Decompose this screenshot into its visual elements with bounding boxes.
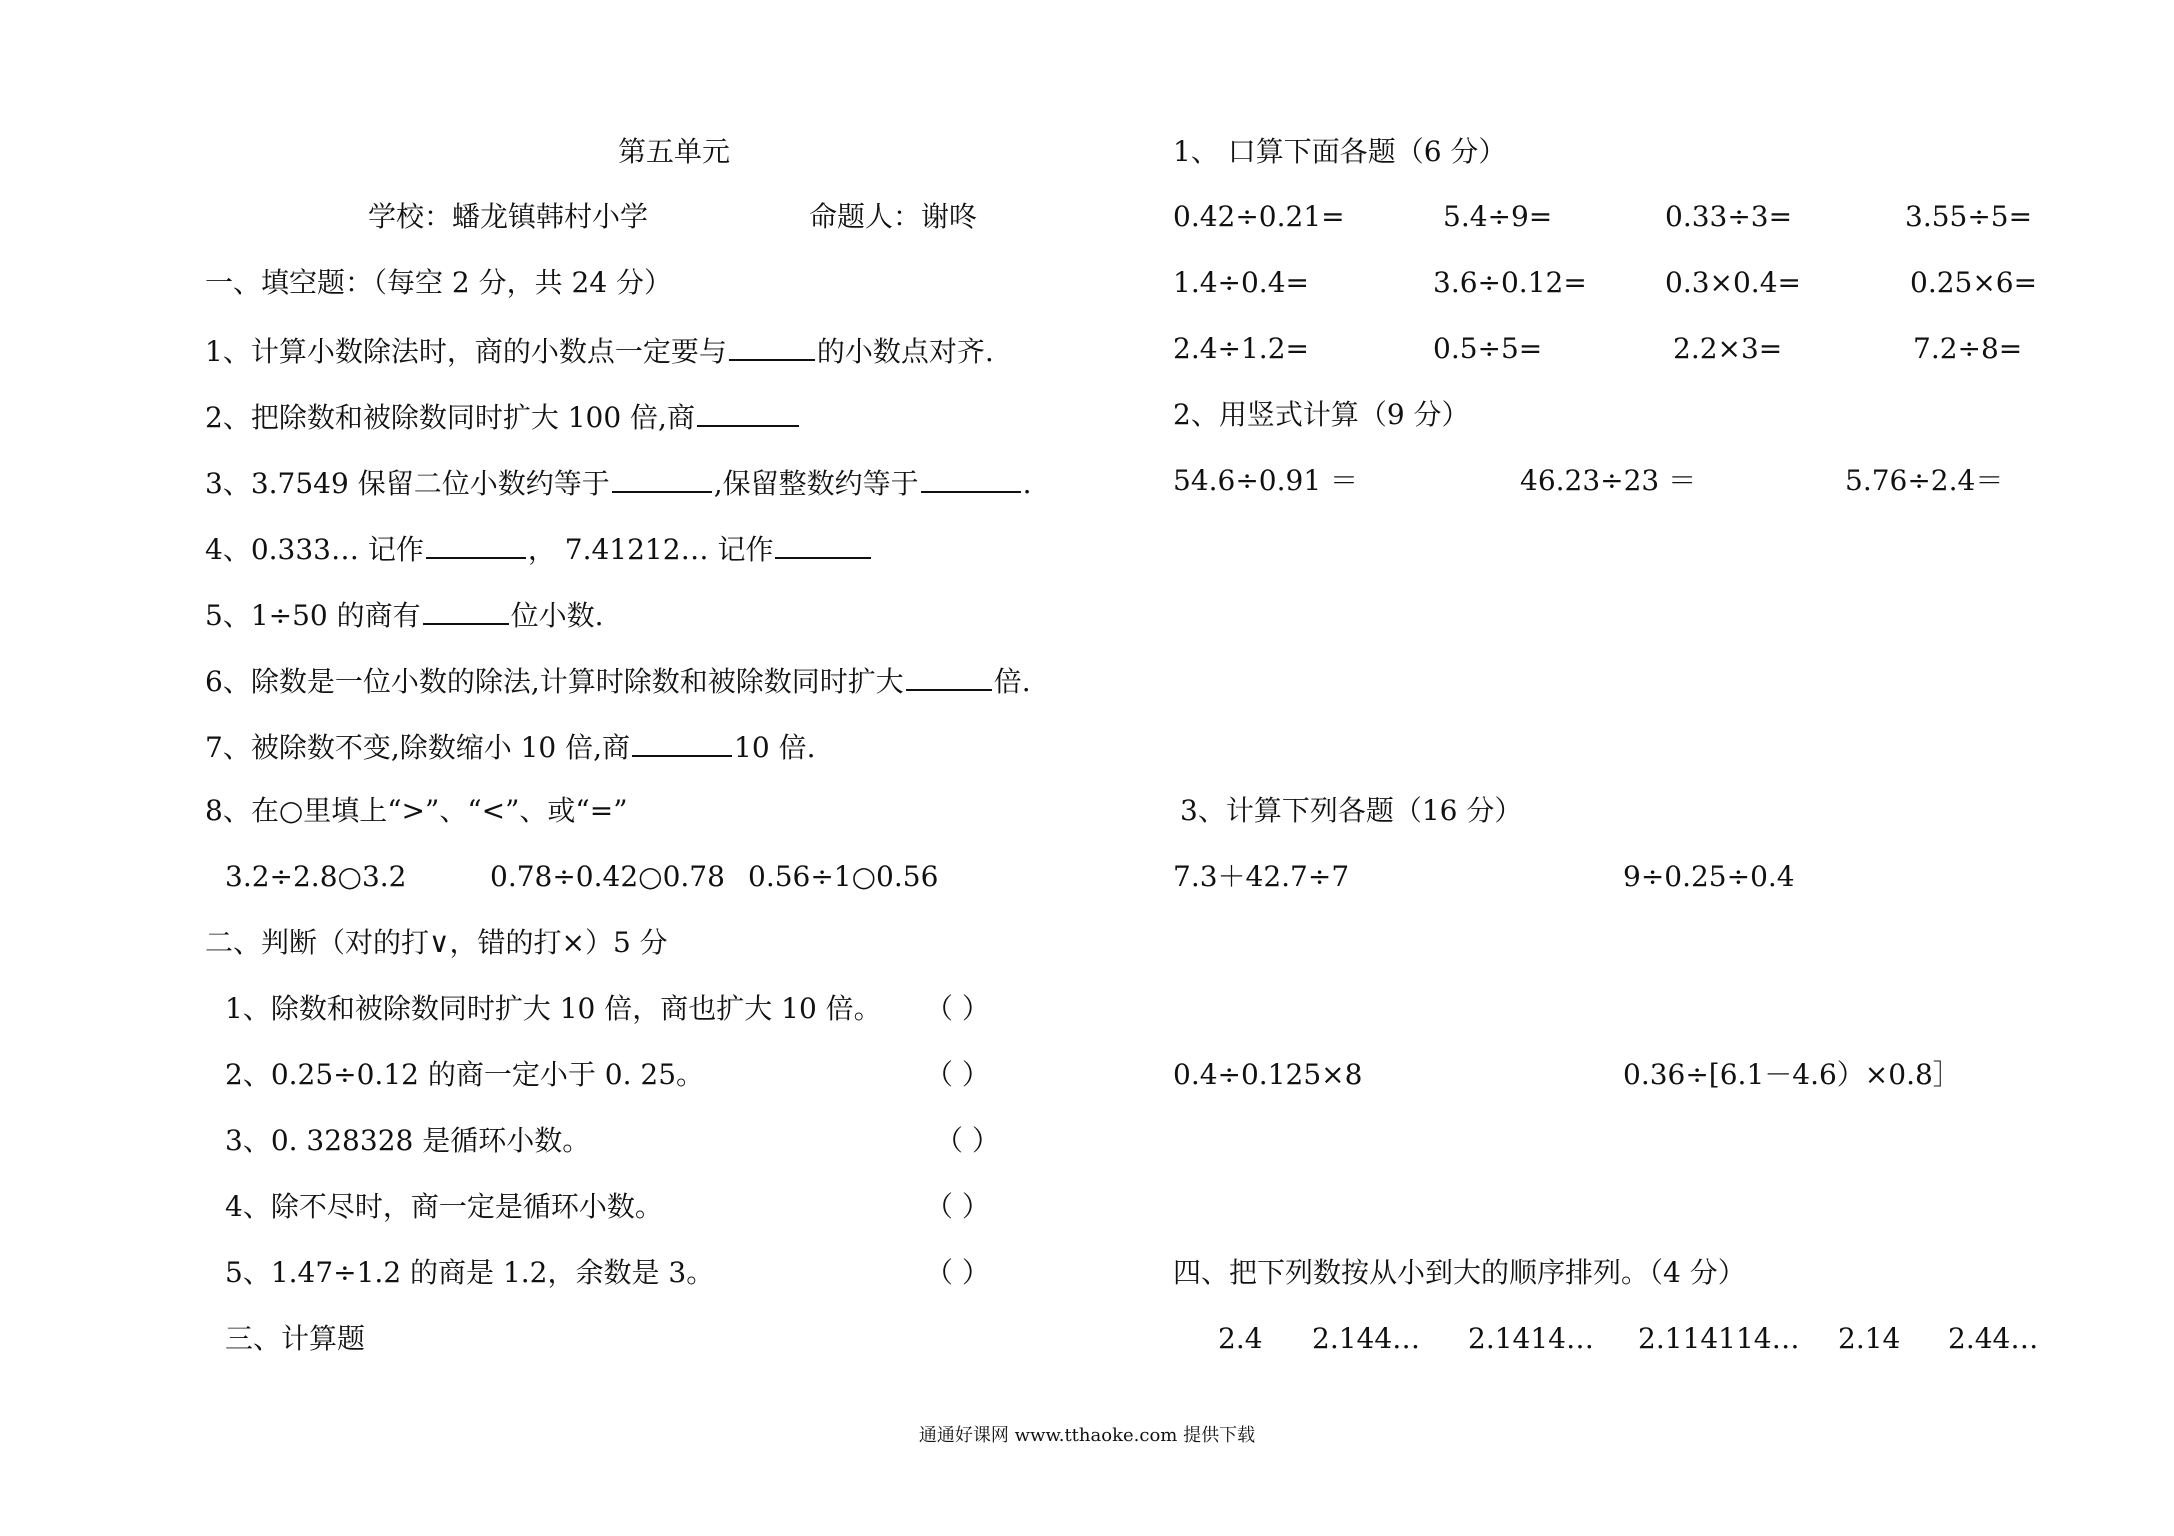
page-title: 第五单元: [618, 135, 731, 168]
question-2: [205, 397, 801, 436]
order-number: 2.44…: [1948, 1322, 2039, 1355]
compare-item[interactable]: 0.56÷1○0.56: [748, 860, 939, 893]
oral-item: 0.3×0.4=: [1665, 266, 1801, 299]
question-7-text-a: 7、被除数不变,除数缩小 10 倍,商: [205, 731, 631, 764]
question-6-text-b: 倍.: [993, 665, 1031, 698]
oral-item: 1.4÷0.4=: [1173, 266, 1309, 299]
oral-item: 2.4÷1.2=: [1173, 332, 1309, 365]
oral-item: 5.4÷9=: [1443, 200, 1553, 233]
oral-item: 0.5÷5=: [1433, 332, 1543, 365]
vertical-item: 5.76÷2.4＝: [1845, 464, 2004, 497]
answer-blank[interactable]: [632, 727, 732, 757]
school-name: 学校：蟠龙镇韩村小学: [368, 200, 649, 233]
compare-item[interactable]: 3.2÷2.8○3.2: [225, 860, 407, 893]
order-number: 2.1414…: [1468, 1322, 1594, 1355]
question-7-text-b: 10 倍.: [734, 731, 816, 764]
oral-section-title: 1、 口算下面各题（6 分）: [1173, 135, 1507, 168]
oral-item: 0.33÷3=: [1665, 200, 1793, 233]
question-1: [205, 331, 994, 370]
question-8: 8、在○里填上“>”、“<”、或“=”: [205, 794, 628, 827]
order-number: 2.14: [1838, 1322, 1901, 1355]
oral-item: 3.6÷0.12=: [1433, 266, 1587, 299]
oral-item: 7.2÷8=: [1913, 332, 2023, 365]
calc-item: 7.3＋42.7÷7: [1173, 860, 1350, 893]
answer-blank[interactable]: [423, 595, 509, 625]
judge-item: 2、0.25÷0.12 的商一定小于 0. 25。: [225, 1058, 705, 1091]
judge-answer-paren[interactable]: （ ）: [925, 1058, 990, 1091]
judge-item: 5、1.47÷1.2 的商是 1.2，余数是 3。: [225, 1256, 715, 1289]
question-4-text-b: ， 7.41212… 记作: [527, 533, 774, 566]
order-number: 2.4: [1218, 1322, 1263, 1355]
question-5-text-a: 5、1÷50 的商有: [205, 599, 421, 632]
judge-answer-paren[interactable]: （ ）: [925, 1256, 990, 1289]
footer-credit: 通通好课网 www.tthaoke.com 提供下载: [918, 1425, 1256, 1446]
question-6: [205, 661, 1031, 700]
order-number: 2.144…: [1312, 1322, 1421, 1355]
order-number: 2.114114…: [1638, 1322, 1800, 1355]
answer-blank[interactable]: [612, 463, 712, 493]
oral-item: 3.55÷5=: [1905, 200, 2033, 233]
section-calc-title: 三、计算题: [225, 1322, 366, 1355]
vertical-section-title: 2、用竖式计算（9 分）: [1173, 398, 1470, 431]
compare-item[interactable]: 0.78÷0.42○0.78: [490, 860, 725, 893]
judge-answer-paren[interactable]: （ ）: [935, 1124, 1000, 1157]
answer-blank[interactable]: [775, 529, 871, 559]
question-1-text-a: 1、计算小数除法时，商的小数点一定要与: [205, 335, 727, 368]
calc-item: 0.4÷0.125×8: [1173, 1058, 1363, 1091]
judge-answer-paren[interactable]: （ ）: [925, 1190, 990, 1223]
question-3-text-b: ,保留整数约等于: [713, 467, 919, 500]
section-judge-title: 二、判断（对的打∨，错的打×）5 分: [205, 926, 668, 959]
question-2-text-a: 2、把除数和被除数同时扩大 100 倍,商: [205, 401, 695, 434]
author-name: 命题人：谢咚: [809, 200, 978, 233]
question-3: [205, 463, 1032, 502]
question-4-text-a: 4、0.333… 记作: [205, 533, 424, 566]
question-5-text-b: 位小数.: [510, 599, 604, 632]
question-7: [205, 727, 815, 766]
question-3-text-a: 3、3.7549 保留二位小数约等于: [205, 467, 610, 500]
question-1-text-b: 的小数点对齐.: [816, 335, 994, 368]
judge-item: 1、除数和被除数同时扩大 10 倍，商也扩大 10 倍。: [225, 992, 882, 1025]
oral-item: 0.25×6=: [1910, 266, 2038, 299]
answer-blank[interactable]: [921, 463, 1021, 493]
calc-item: 9÷0.25÷0.4: [1623, 860, 1795, 893]
oral-item: 0.42÷0.21=: [1173, 200, 1345, 233]
judge-item: 3、0. 328328 是循环小数。: [225, 1124, 591, 1157]
oral-item: 2.2×3=: [1673, 332, 1783, 365]
question-3-text-c: .: [1022, 467, 1032, 500]
question-4: [205, 529, 873, 568]
answer-blank[interactable]: [426, 529, 526, 559]
answer-blank[interactable]: [697, 397, 799, 427]
question-6-text-a: 6、除数是一位小数的除法,计算时除数和被除数同时扩大: [205, 665, 904, 698]
order-section-title: 四、把下列数按从小到大的顺序排列。（4 分）: [1173, 1256, 1746, 1289]
judge-item: 4、除不尽时，商一定是循环小数。: [225, 1190, 663, 1223]
answer-blank[interactable]: [729, 331, 815, 361]
calc-section-title: 3、计算下列各题（16 分）: [1180, 794, 1523, 827]
answer-blank[interactable]: [906, 661, 992, 691]
judge-answer-paren[interactable]: （ ）: [925, 992, 990, 1025]
question-5: [205, 595, 604, 634]
vertical-item: 46.23÷23 ＝: [1520, 464, 1697, 497]
calc-item: 0.36÷[6.1－4.6）×0.8］: [1623, 1058, 1961, 1091]
section-fill-blank-title: 一、填空题：（每空 2 分，共 24 分）: [205, 266, 673, 299]
vertical-item: 54.6÷0.91 ＝: [1173, 464, 1359, 497]
